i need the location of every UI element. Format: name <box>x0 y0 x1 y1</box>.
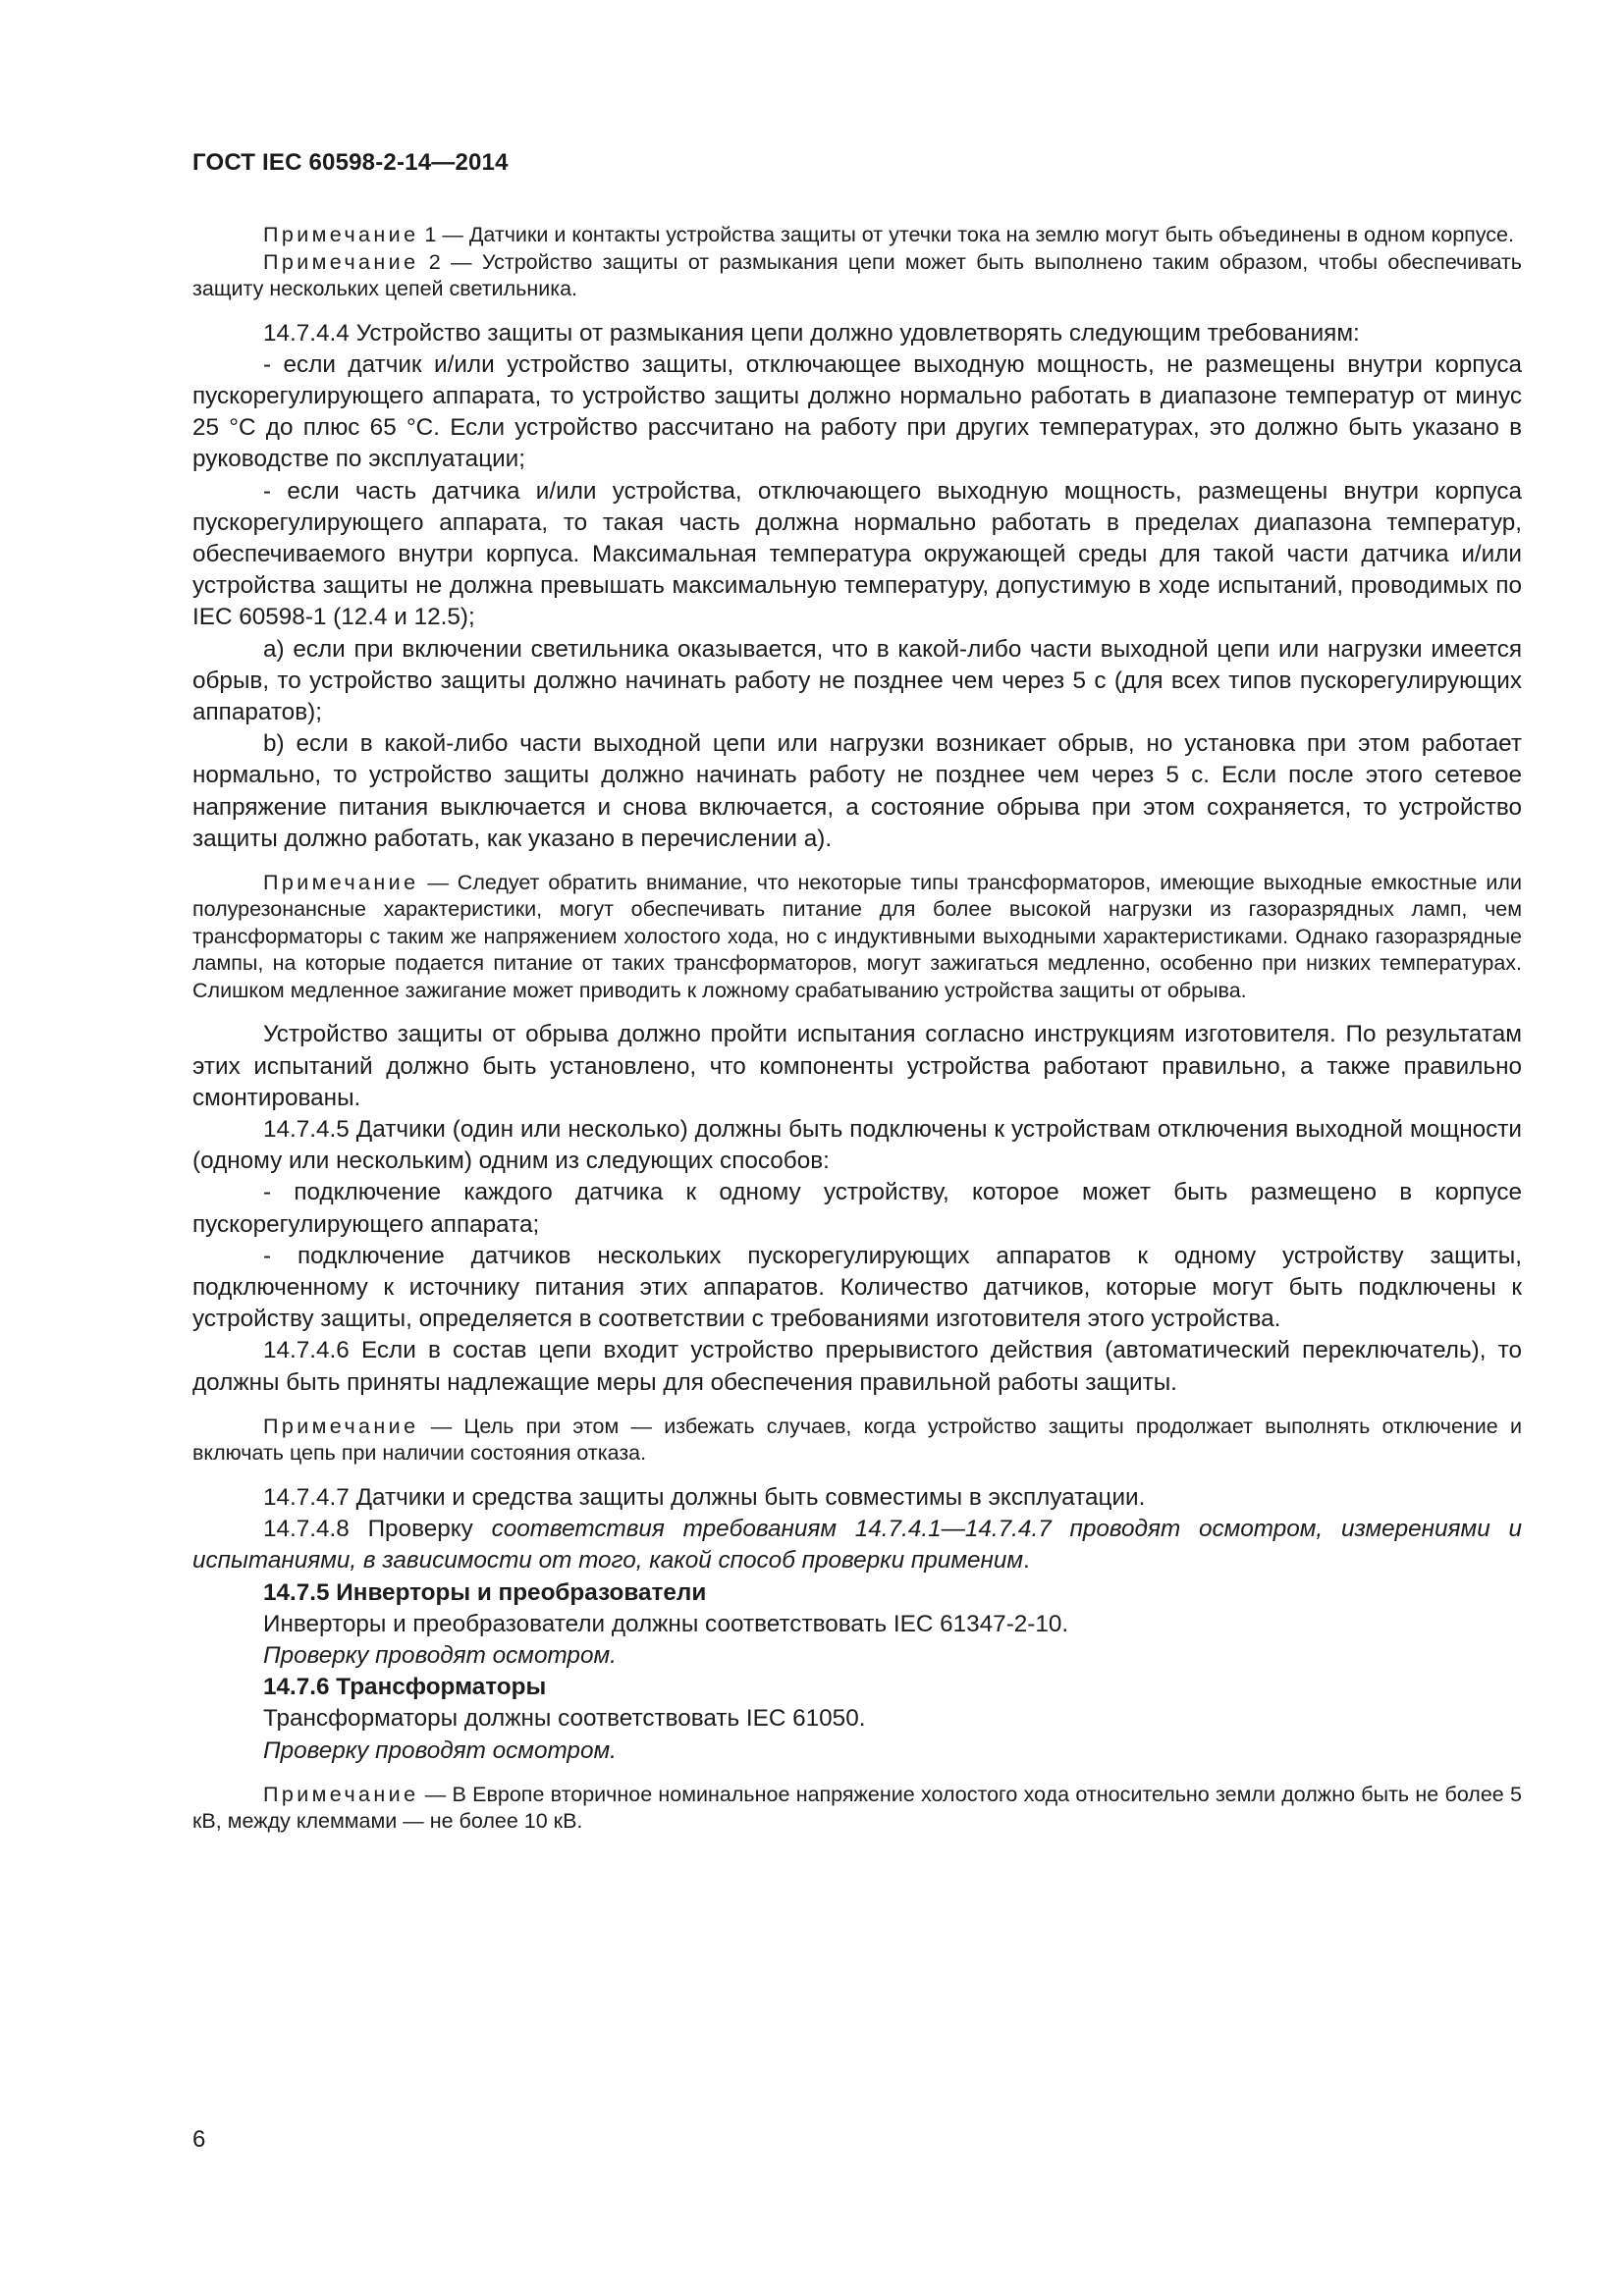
list-item-a: a) если при включении светильника оказывается, что в какой-либо части выходной цепи или нагрузки имеется обрыв, то устройство защиты должно начинать работу не позднее чем через 5 с (для всех типов пускорегулирующих аппаратов); <box>192 635 1522 725</box>
note-goal: Примечание — Цель при этом — избежать случаев, когда устройство защиты продолжает выполнять отключение и включать цепь при наличии состояния отказа. <box>192 1414 1522 1466</box>
clause-14-7-4-8: 14.7.4.8 Проверку соответствия требованиям 14.7.4.1—14.7.4.7 проводят осмотром, измерениями и испытаниями, в зависимости от того, какой способ проверки применим. <box>192 1516 1522 1575</box>
clause-14-7-4-6: 14.7.4.6 Если в состав цепи входит устройство прерывистого действия (автоматический переключатель), то должны быть приняты надлежащие меры для обеспечения правильной работы защиты. <box>192 1337 1522 1396</box>
list-item-external-sensor: - если датчик и/или устройство защиты, отключающее выходную мощность, не размещены внутри корпуса пускорегулирующего аппарата, то устройство защиты должно нормально работать в диапазоне температур от минус 25 °С до плюс 65 °С. Если устройство рассчитано на работу при других температурах, это должно быть указано в руководстве по эксплуатации; <box>192 350 1522 473</box>
clause-14-7-4-5: 14.7.4.5 Датчики (один или несколько) должны быть подключены к устройствам отключения выходной мощности (одному или нескольким) одним из следующих способов: <box>192 1116 1522 1175</box>
document-header: ГОСТ IEC 60598-2-14—2014 <box>192 149 509 176</box>
note-transformers: Примечание — Следует обратить внимание, что некоторые типы трансформаторов, имеющие выходные емкостные или полурезонансные характеристики, могут обеспечивать питание для более высокой нагрузки из газоразрядных ламп, чем трансформаторы с таким же напряжением холостого хода, но с индуктивными выходными характеристиками. Однако газоразрядные лампы, на которые подается питание от таких трансформаторов, могут зажигаться медленно, особенно при низких температурах. Слишком медленное зажигание может приводить к ложному срабатыванию устройства защиты от обрыва. <box>192 870 1522 1002</box>
paragraph-inverters: Инверторы и преобразователи должны соответствовать IEC 61347-2-10. <box>263 1610 1069 1637</box>
paragraph-open-circuit-test: Устройство защиты от обрыва должно пройти испытания согласно инструкциям изготовителя. По результатам этих испытаний должно быть установлено, что компоненты устройства работают правильно, а также правильно смонтированы. <box>192 1021 1522 1111</box>
list-item-multiple-devices: - подключение датчиков нескольких пускорегулирующих аппаратов к одному устройству защиты, подключенному к источнику питания этих аппаратов. Количество датчиков, которые могут быть подключены к устройству защиты, определяется в соответствии с требованиями изготовителя этого устройства. <box>192 1242 1522 1333</box>
note-label: Примечание <box>263 249 419 274</box>
note-1: Примечание 1 — Датчики и контакты устройства защиты от утечки тока на землю могут быть объединены в одном корпусе. <box>263 223 1514 246</box>
clause-14-7-4-7: 14.7.4.7 Датчики и средства защиты должны быть совместимы в эксплуатации. <box>263 1483 1146 1511</box>
note-label: Примечание <box>263 870 419 894</box>
paragraph-transformers: Трансформаторы должны соответствовать IEC 61050. <box>263 1705 866 1733</box>
document-page <box>192 0 1522 2296</box>
note-label: Примечание <box>263 1782 419 1806</box>
heading-14-7-6: 14.7.6 Трансформаторы <box>263 1674 547 1701</box>
check-transformers: Проверку проводят осмотром. <box>263 1736 617 1764</box>
note-2: Примечание 2 — Устройство защиты от размыкания цепи может быть выполнено таким образом, чтобы обеспечивать защиту нескольких цепей светильника. <box>192 249 1522 300</box>
list-item-internal-sensor: - если часть датчика и/или устройства, отключающего выходную мощность, размещены внутри корпуса пускорегулирующего аппарата, то такая часть должна нормально работать в пределах диапазона температур, обеспечиваемого внутри корпуса. Максимальная температура окружающей среды для такой части датчика и/или устройства защиты не должна превышать максимальную температуру, допустимую в ходе испытаний, проводимых по IEC 60598-1 (12.4 и 12.5); <box>192 477 1522 631</box>
list-item-b: b) если в какой-либо части выходной цепи или нагрузки возникает обрыв, но установка при этом работает нормально, то устройство защиты должно начинать работу не позднее чем через 5 с. Если после этого сетевое напряжение питания выключается и снова включается, а состояние обрыва при этом сохраняется, то устройство защиты должно работать, как указано в перечислении а). <box>192 730 1522 852</box>
heading-14-7-5: 14.7.5 Инверторы и преобразователи <box>263 1578 707 1606</box>
check-inverters: Проверку проводят осмотром. <box>263 1641 617 1669</box>
list-item-single-device: - подключение каждого датчика к одному устройству, которое может быть размещено в корпусе пускорегулирующего аппарата; <box>192 1179 1522 1238</box>
clause-14-7-4-4: 14.7.4.4 Устройство защиты от размыкания цепи должно удовлетворять следующим требованиям: <box>263 319 1360 347</box>
page-number: 6 <box>192 2126 206 2153</box>
document-body <box>192 222 1522 1836</box>
note-label: Примечание <box>263 1414 419 1438</box>
note-label: Примечание <box>263 223 419 246</box>
note-europe: Примечание — В Европе вторичное номинальное напряжение холостого хода относительно земли должно быть не более 5 кВ, между клеммами — не более 10 кВ. <box>192 1782 1522 1834</box>
